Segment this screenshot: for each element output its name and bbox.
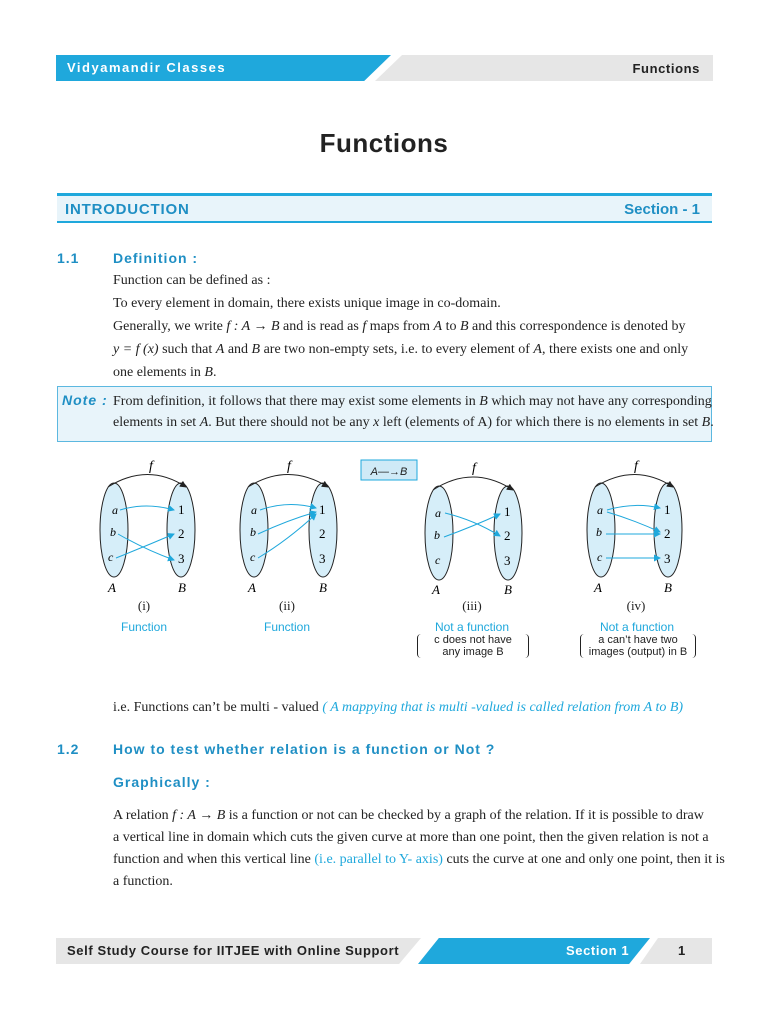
fig2-c: c — [250, 550, 256, 564]
header-chapter: Functions — [632, 61, 700, 76]
section-number-1-2: 1.2 — [57, 741, 80, 757]
fig3-3: 3 — [504, 553, 511, 568]
section-title-definition: Definition : — [113, 250, 199, 266]
header-brand: Vidyamandir Classes — [67, 60, 227, 75]
note-line-1: From definition, it follows that there may exist some elements in B which may not have any corresponding — [113, 394, 712, 409]
fig3-label: Not a function — [434, 620, 510, 634]
fig1-num: (i) — [137, 598, 151, 613]
fig3-b: b — [434, 528, 440, 542]
figure-2 — [240, 459, 337, 595]
def-line-2: To every element in domain, there exists unique image in co-domain. — [113, 296, 501, 311]
note-line-2: elements in set A. But there should not be any x left (elements of A) for which there is no elements in set B. — [113, 415, 714, 430]
fig3-a: a — [435, 506, 441, 520]
fig2-B: B — [319, 580, 327, 595]
figure-3 — [425, 461, 522, 597]
fig3-f: f — [472, 461, 476, 476]
footer-section: Section 1 — [566, 943, 630, 958]
fig2-3: 3 — [319, 551, 326, 566]
graph-line-1: A relation f : A → B is a function or not can be checked by a graph of the relation. If it is possible to draw — [113, 808, 704, 823]
fig4-f: f — [634, 459, 638, 474]
graph-line-4: a function. — [113, 874, 173, 889]
figure-4 — [587, 459, 682, 595]
fig4-c: c — [597, 550, 603, 564]
fig1-B: B — [178, 580, 186, 595]
fig3-note: c does not have any image B — [417, 634, 529, 658]
intro-section: Section - 1 — [624, 201, 700, 218]
fig2-num: (ii) — [279, 598, 295, 613]
section-number-1-1: 1.1 — [57, 250, 80, 266]
fig1-A: A — [108, 580, 116, 595]
subsection-graphically: Graphically : — [113, 774, 211, 790]
fig2-A: A — [248, 580, 256, 595]
fig4-3: 3 — [664, 551, 671, 566]
figure-1 — [100, 459, 195, 595]
fig1-b: b — [110, 525, 116, 539]
graph-line-3: function and when this vertical line (i.e. parallel to Y- axis) cuts the curve at one and only one point, then it is — [113, 852, 725, 867]
legend-text: A—→B — [370, 466, 408, 478]
fig1-a: a — [112, 503, 118, 517]
footer-banner-right — [640, 938, 712, 964]
fig3-B: B — [504, 582, 512, 597]
fig4-A: A — [594, 580, 602, 595]
def-line-3: Generally, we write f : A → B and is read as f maps from A to B and this correspondence is denoted by — [113, 319, 686, 334]
page-title: Functions — [319, 128, 449, 158]
fig4-1: 1 — [664, 502, 671, 517]
fig2-1: 1 — [319, 502, 326, 517]
section-title-test: How to test whether relation is a function or Not ? — [113, 741, 496, 757]
page-number: 1 — [678, 943, 686, 958]
fig3-A: A — [432, 582, 440, 597]
fig2-2: 2 — [319, 526, 326, 541]
fig3-c: c — [435, 553, 441, 567]
fig4-note: a can’t have two images (output) in B — [580, 634, 696, 658]
fig1-label: Function — [120, 620, 168, 634]
intro-heading: INTRODUCTION — [65, 201, 190, 218]
fig1-3: 3 — [178, 551, 185, 566]
fig2-b: b — [250, 525, 256, 539]
fig4-2: 2 — [664, 526, 671, 541]
fig1-c: c — [108, 550, 114, 564]
def-line-5: one elements in B. — [113, 365, 217, 380]
fig3-1: 1 — [504, 504, 511, 519]
fig2-label: Function — [263, 620, 311, 634]
fig1-1: 1 — [178, 502, 185, 517]
fig4-b: b — [596, 525, 602, 539]
graph-line-2: a vertical line in domain which cuts the given curve at more than one point, then the given relation is not a — [113, 830, 709, 845]
note-label: Note : — [62, 392, 108, 408]
fig3-2: 2 — [504, 528, 511, 543]
fig2-a: a — [251, 503, 257, 517]
fig1-2: 2 — [178, 526, 185, 541]
fig3-num: (iii) — [462, 598, 482, 613]
def-line-4: y = f (x) such that A and B are two non-empty sets, i.e. to every element of A, there exists one and only — [113, 342, 689, 357]
fig2-f: f — [287, 459, 291, 474]
fig4-label: Not a function — [599, 620, 675, 634]
ie-line: i.e. Functions can’t be multi - valued ( A mappying that is multi -valued is called relation from A to B) — [113, 700, 684, 715]
fig1-f: f — [149, 459, 153, 474]
fig4-num: (iv) — [626, 598, 646, 613]
footer-course: Self Study Course for IITJEE with Online Support — [67, 943, 400, 958]
fig4-B: B — [664, 580, 672, 595]
def-line-1: Function can be defined as : — [113, 273, 271, 288]
fig4-a: a — [597, 503, 603, 517]
